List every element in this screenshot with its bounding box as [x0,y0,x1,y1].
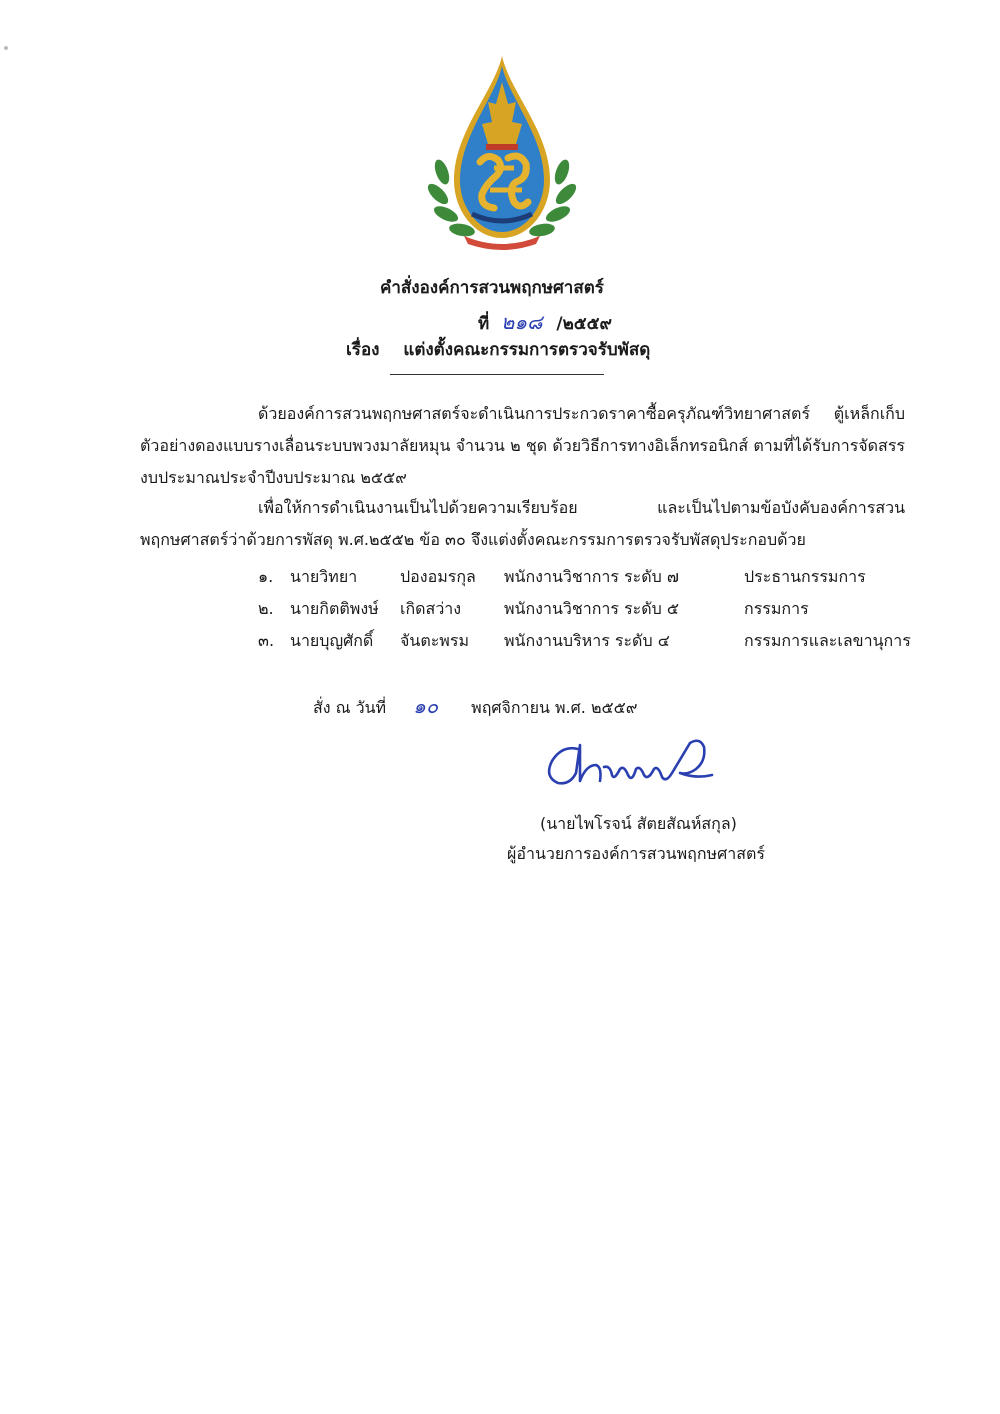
member-last-name: ปองอมรกุล [400,567,476,586]
member-number: ๓. [258,631,275,650]
member-last-name: เกิดสว่าง [400,599,462,618]
member-number: ๒. [258,599,274,618]
order-title: คำสั่งองค์การสวนพฤกษศาสตร์ [380,278,604,298]
signer-name: (นายไพโรจน์ สัตยสัณห์สกุล) [540,814,737,833]
order-number-handwritten: ๒๑๘ [501,310,543,334]
order-number-line [478,306,612,338]
handwritten-signature [540,735,730,795]
member-first-name: นายวิทยา [290,567,358,586]
given-month-year: พฤศจิกายน พ.ศ. ๒๕๕๙ [471,698,638,717]
title-divider [390,374,604,375]
member-role: กรรมการและเลขานุการ [744,631,911,650]
member-role: ประธานกรรมการ [744,567,866,586]
member-last-name: จันตะพรม [400,631,469,650]
body-paragraph-1 [140,398,905,494]
order-number-prefix: ที่ [478,314,490,334]
member-position: พนักงานวิชาการ ระดับ ๕ [504,599,680,618]
order-number-suffix: /๒๕๕๙ [556,314,612,334]
botanical-garden-emblem-logo [424,52,580,252]
member-first-name: นายบุญศักดิ์ [290,631,374,650]
given-date-line [313,690,637,722]
paragraph-2-text: เพื่อให้การดำเนินงานเป็นไปด้วยความเรียบร้อย และเป็นไปตามข้อบังคับองค์การสวนพฤกษศาสตร์ว่าด้วยการพัสดุ พ.ศ.๒๕๕๒ ข้อ ๓๐ จึงแต่งตั้งคณะกรรมการตรวจรับพัสดุประกอบด้วย [140,498,905,549]
member-number: ๑. [258,567,274,586]
given-prefix: สั่ง ณ วันที่ [313,698,387,717]
subject-label: เรื่อง [346,340,380,360]
member-first-name: นายกิตติพงษ์ [290,599,379,618]
scan-speck [4,46,8,50]
member-position: พนักงานวิชาการ ระดับ ๗ [504,567,679,586]
body-paragraph-2 [140,492,905,556]
subject-line [346,336,650,363]
member-role: กรรมการ [744,599,809,618]
signer-title: ผู้อำนวยการองค์การสวนพฤกษศาสตร์ [507,844,765,863]
subject-text: แต่งตั้งคณะกรรมการตรวจรับพัสดุ [403,340,651,360]
given-day-handwritten: ๑๐ [413,694,439,718]
member-position: พนักงานบริหาร ระดับ ๔ [504,631,670,650]
paragraph-1-text: ด้วยองค์การสวนพฤกษศาสตร์จะดำเนินการประกวดราคาซื้อครุภัณฑ์วิทยาศาสตร์ ตู้เหล็กเก็บตัวอย่างดองแบบรางเลื่อนระบบพวงมาลัยหมุน จำนวน ๒ ชุด ด้วยวิธีการทางอิเล็กทรอนิกส์ ตามที่ได้รับการจัดสรรงบประมาณประจำปีงบประมาณ ๒๕๕๙ [140,404,905,487]
